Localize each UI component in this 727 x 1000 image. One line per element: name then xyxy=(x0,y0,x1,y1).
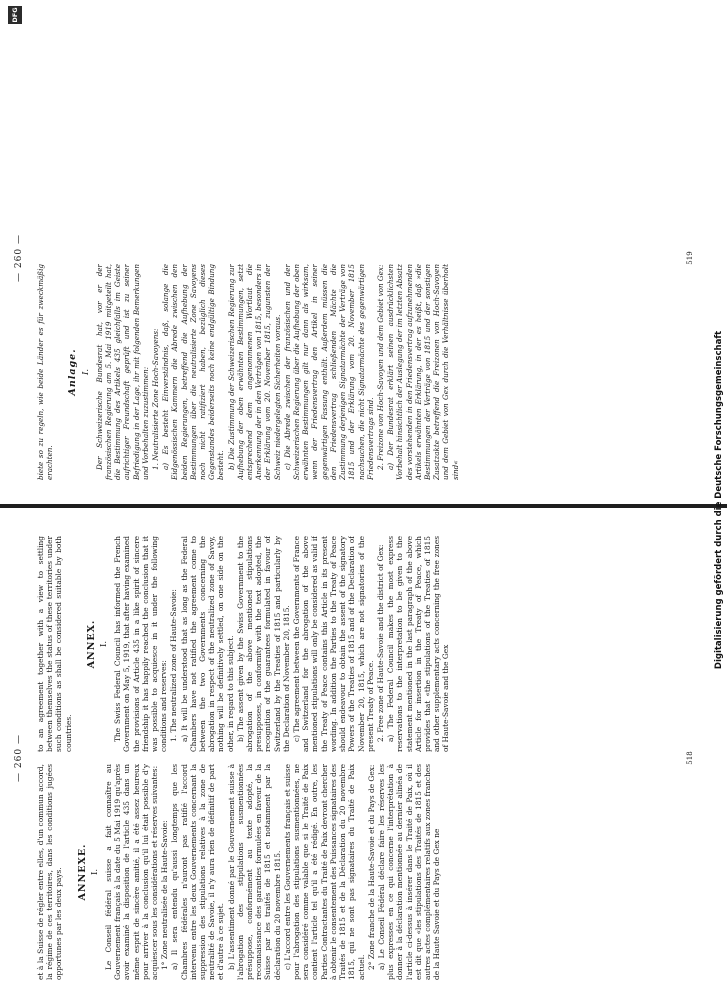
paragraph: et à la Suisse de régler entre elles, d'un commun accord, la régime de ces territoires, dans les conditions jugées opportunes par les deux pays. xyxy=(36,764,64,980)
subheading: 1. Neutralisierte Zone Hoch-Savoyens: xyxy=(151,328,161,470)
paragraph: Le Conseil fédéral suisse a fait connaître au Gouvernement français à la date du 5 Mai 1919 qu'après avoir examiné la disposition de l'article 435 dans un même esprit de sincère amitié, il a été assez heureux pour arriver à la conclusion qu'il lui était possible d'y acquiescer sous les considérations et réserves suivantes: xyxy=(104,764,160,980)
paragraph: a) It will be understood that as long as the Federal Chambers have not ratified the agreement come to between the two Governments concerning the abrogation in respect of the neutralized zone of Savoy, nothing will be definitively settled, on one side on the other, in regard to this subject. xyxy=(179,536,235,752)
paragraph: c) The agreement between the Governments of France and Switzerland for the abrogation of the above mentioned stipulations will only be considered as valid if the Treaty of Peace contains this Article in its present wording. In addition the Parties to the Treaty of Peace should endeavour to obtain the assent of the signatory Powers of the Treaties of 1815 and of the Declaration of November 20, 1815, which are not signatories of the present Treaty of Peace. xyxy=(292,536,375,752)
paragraph: The Swiss Federal Council has informed the French Government on May 5, 1919, that after having examined the provisions of Article 435 in a like spirit of sincere friendship it has happily reached the conclusion that it was possible to acquiesce in it under the following conditions and reserves: xyxy=(113,536,169,752)
paragraph: b) The assent given by the Swiss Government to the abrogation of the above mentioned stipulations presupposes, in conformity with the text adopted, the recognition of the guarantees formulated in favour of Switzerland by the Treaties of 1815 and particularly by the Declaration of November 20, 1815. xyxy=(235,536,291,752)
subheading: 2. Free zone of Haute-Savoie and the district of Gex: xyxy=(375,544,385,742)
page-number: — 260 — xyxy=(14,234,24,282)
column-german xyxy=(36,264,646,480)
book-gutter xyxy=(0,504,727,508)
page-right xyxy=(8,24,698,492)
signature-mark: 519 xyxy=(686,251,694,265)
dfg-logo: DFG xyxy=(8,6,22,24)
subheading: 1° Zone neutralisée de la Haute-Savoie: xyxy=(160,820,170,970)
column-french xyxy=(36,764,646,980)
page-left xyxy=(8,524,698,992)
paragraph: to an agreement together with a view to settling between themselves the status of these territories under such conditions as shall be considered suitable by both countries. xyxy=(36,536,73,752)
section-number: I. xyxy=(80,368,91,376)
paragraph: a) The Federal Council makes the most express reservations to the interpretation to be given to the statement mentioned in the last paragraph of the above Article for insertion in the Treaty of Peace, which provides that «the stipulations of the Treaties of 1815 and other supplementary acts concerning the free zones of Haute-Savoie and the Gex xyxy=(386,536,451,752)
paragraph: a) Der Bundesrat erklärt seinen ausdrücklichsten Vorbehalt hinsichtlich der Auslegung der im letzten Absatz des vorstehenden in den Friedensvertrag aufzunehmenden Artikels erwähnten Erklärung, in der es heißt, daß »die Bestimmungen der Verträge von 1815 und der sonstigen Zusatzakte betreffend die Freizonen von Hoch-Savoyen und dem Gebiet von Gex durch die Verhältnisse überholt sind« xyxy=(386,264,460,480)
annex-heading: ANNEX. xyxy=(85,619,97,669)
paragraph: c) L'accord entre les Gouvernements français et suisse pour l'abrogation des stipulations susmentionnées, ne sera considéré comme valable que si le Traité de Paix contient l'article tel qu'il a été rédigé. En outre, les Parties Contractantes du Traité de Paix devront chercher à obtenir le consentement des Puissances signataires des Traités de 1815 et de la Déclaration du 20 novembre 1815, qui ne sont pas signataires du Traité de Paix actuel. xyxy=(282,764,366,980)
paragraph: a) Il sera entendu qu'aussi longtemps que les Chambres fédérales n'auront pas ratifié l'accord intervenu entre les deux Gouvernements concernant la suppression des stipulations relatives à la zone de neutralité de Savoie, il n'y aura rien de définitif de part et d'autre à ce sujet. xyxy=(170,764,226,980)
page-number: — 260 — xyxy=(14,734,24,782)
paragraph: Der Schweizerische Bundesrat hat, vor er der französischen Regierung am 5. Mai 1919 mitgeteilt hat, die Bestimmung des Artikels 435 gleichfalls im Geiste aufrichtiger Freundschaft geprüft und ist zu seiner Befriedigung in der Lage, ihr mit folgenden Bemerkungen und Vorbehalten zuzustimmen: xyxy=(94,264,150,480)
subheading: 1. The neutralized zone of Haute-Savoie: xyxy=(169,589,179,742)
subheading: 2° Zone franche de la Haute-Savoie et du Pays de Gex: xyxy=(366,764,376,970)
paragraph: b) Die Zustimmung der Schweizerischen Regierung zur Aufhebung der oben erwähnten Bestimmungen, setzt entsprechend dem angenommenen Wortlaut die Anerkennung der in den Verträgen von 1815, besonders in der Erklärung vom 20. November 1815, zugunsten der Schweiz niedergelegten Sicherheiten voraus. xyxy=(226,264,282,480)
section-number: I. xyxy=(99,640,110,648)
paragraph: bietе so zu regeln, wie beide Länder es für zweckmäßig erachten. xyxy=(36,264,55,480)
paragraph: b) L'assentiment donné par le Gouvernement suisse à l'abrogation des stipulations susmentionnées présuppose, conformément au texte adopté, la reconnaissance des garanties formulées en faveur de la Suisse par les traités de 1815 et notamment par la déclaration du 20 novembre 1815. xyxy=(226,764,282,980)
annex-heading: ANNEXE. xyxy=(76,843,88,901)
paragraph: c) Die Abrede zwischen der französischen und der Schweizerischen Regierung über die Aufhebung der oben erwähnten Bestimmungen gilt nur dann als wirksam, wenn der Friedensvertrag den Artikel in seiner gegenwärtigen Fassung enthält. Außerdem müssen die den Friedensvertrag schließenden Mächte die Zustimmung derjenigen Signatarmächte der Verträge von 1815 und der Erklärung vom 20. November 1815 nachsuchen, die nicht Signatarmächte des gegenwärtigen Friedensvertrags sind. xyxy=(282,264,375,480)
section-number: I. xyxy=(89,868,100,876)
paragraph: a) Le Conseil Fédéral déclare faire les réserves les plus expresses en ce qui concerne l'interprétation à donner à la déclaration mentionnée au dernier alinéa de l'article ci-dessus à insérer dans le Traité de Paix, où il est dit que «les stipulations des Traités de 1815 et des autres actes complémentaires relatifs aux zones franches de la Haute Savoie et du Pays de Gex ne xyxy=(376,764,442,980)
paragraph: a) Es besteht Einverständnis, daß, solange die Eidgenössischen Kammern die Abrede zwischen den beiden Regierungen, betreffend die Aufhebung der Bestimmungen über die neutralisierte Zone Savoyens noch nicht ratifiziert haben, bezüglich dieses Gegenstandes beiderseits noch keine endgültige Bindung besteht. xyxy=(161,264,226,480)
subheading: 2. Freizone von Hoch-Savoyen und dem Gebiet von Gex: xyxy=(375,264,385,470)
annex-heading: Anlage. xyxy=(67,348,79,396)
digitization-credit: Digitalisierung gefördert durch die Deutsche Forschungsgemeinschaft xyxy=(714,330,724,670)
column-english xyxy=(36,536,646,752)
signature-mark: 518 xyxy=(686,751,694,765)
